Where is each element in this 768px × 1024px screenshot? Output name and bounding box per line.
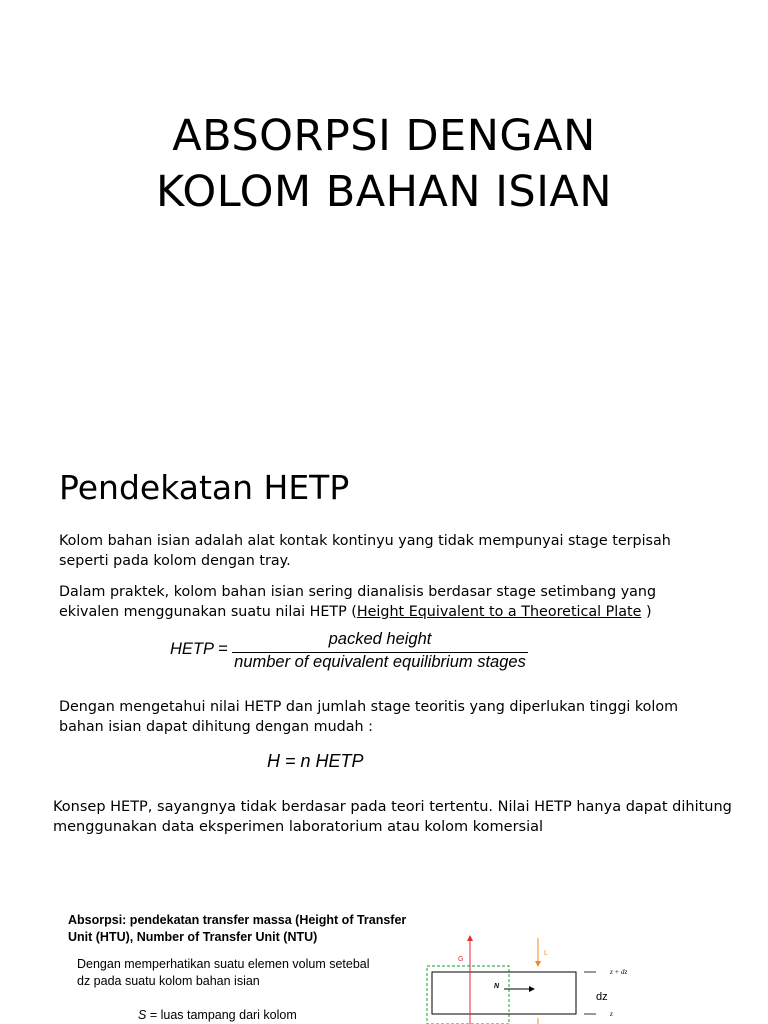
area-symbol: S [138,1008,147,1022]
subsection-text-2 [138,1007,297,1024]
paragraph-2-text: Dalam praktek, kolom bahan isian sering dianalisis berdasar stage setimbang yang ekivalen menggunakan suatu nilai HETP ( [59,584,657,620]
column-element-box [432,972,576,1014]
page-title [0,108,768,220]
z-label: z [610,1010,613,1018]
subsection-title: Absorpsi: pendekatan transfer massa (Height of Transfer Unit (HTU), Number of Transfer Unit (NTU) [68,913,407,944]
hetp-definition-link: Height Equivalent to a Theoretical Plate [356,603,642,620]
paragraph-2-end: ) [641,603,652,620]
paragraph-2 [59,583,709,622]
gas-label: G [458,956,464,963]
z-plus-dz-label: z + dz [610,968,628,976]
paragraph-3: Dengan mengetahui nilai HETP dan jumlah stage teoritis yang diperlukan tinggi kolom bahan isian dapat dihitung dengan mudah : [59,699,679,735]
dashed-control-volume [427,966,509,1024]
title-line-1: ABSORPSI DENGAN [172,111,596,161]
mass-transfer-label: N [494,983,500,990]
formula-numerator: packed height [328,630,432,648]
title-line-2: KOLOM BAHAN ISIAN [156,167,612,217]
liquid-label: L [544,950,548,957]
formula-denominator: number of equivalent equilibrium stages [234,653,526,671]
height-equation: H = n HETP [267,751,364,771]
paragraph-1: Kolom bahan isian adalah alat kontak kontinyu yang tidak mempunyai stage terpisah seperti pada kolom dengan tray. [59,533,671,569]
area-definition: = luas tampang dari kolom [146,1008,297,1022]
dz-label: dz [596,991,608,1003]
subsection-text-1: Dengan memperhatikan suatu elemen volum setebal dz pada suatu kolom bahan isian [77,957,370,988]
column-element-diagram [420,930,660,1024]
section-heading: Pendekatan HETP [59,468,350,507]
formula-lhs: HETP = [170,640,228,658]
paragraph-4: Konsep HETP, sayangnya tidak berdasar pada teori tertentu. Nilai HETP hanya dapat dihitung menggunakan data eksperimen laboratorium atau kolom komersial [53,799,732,835]
